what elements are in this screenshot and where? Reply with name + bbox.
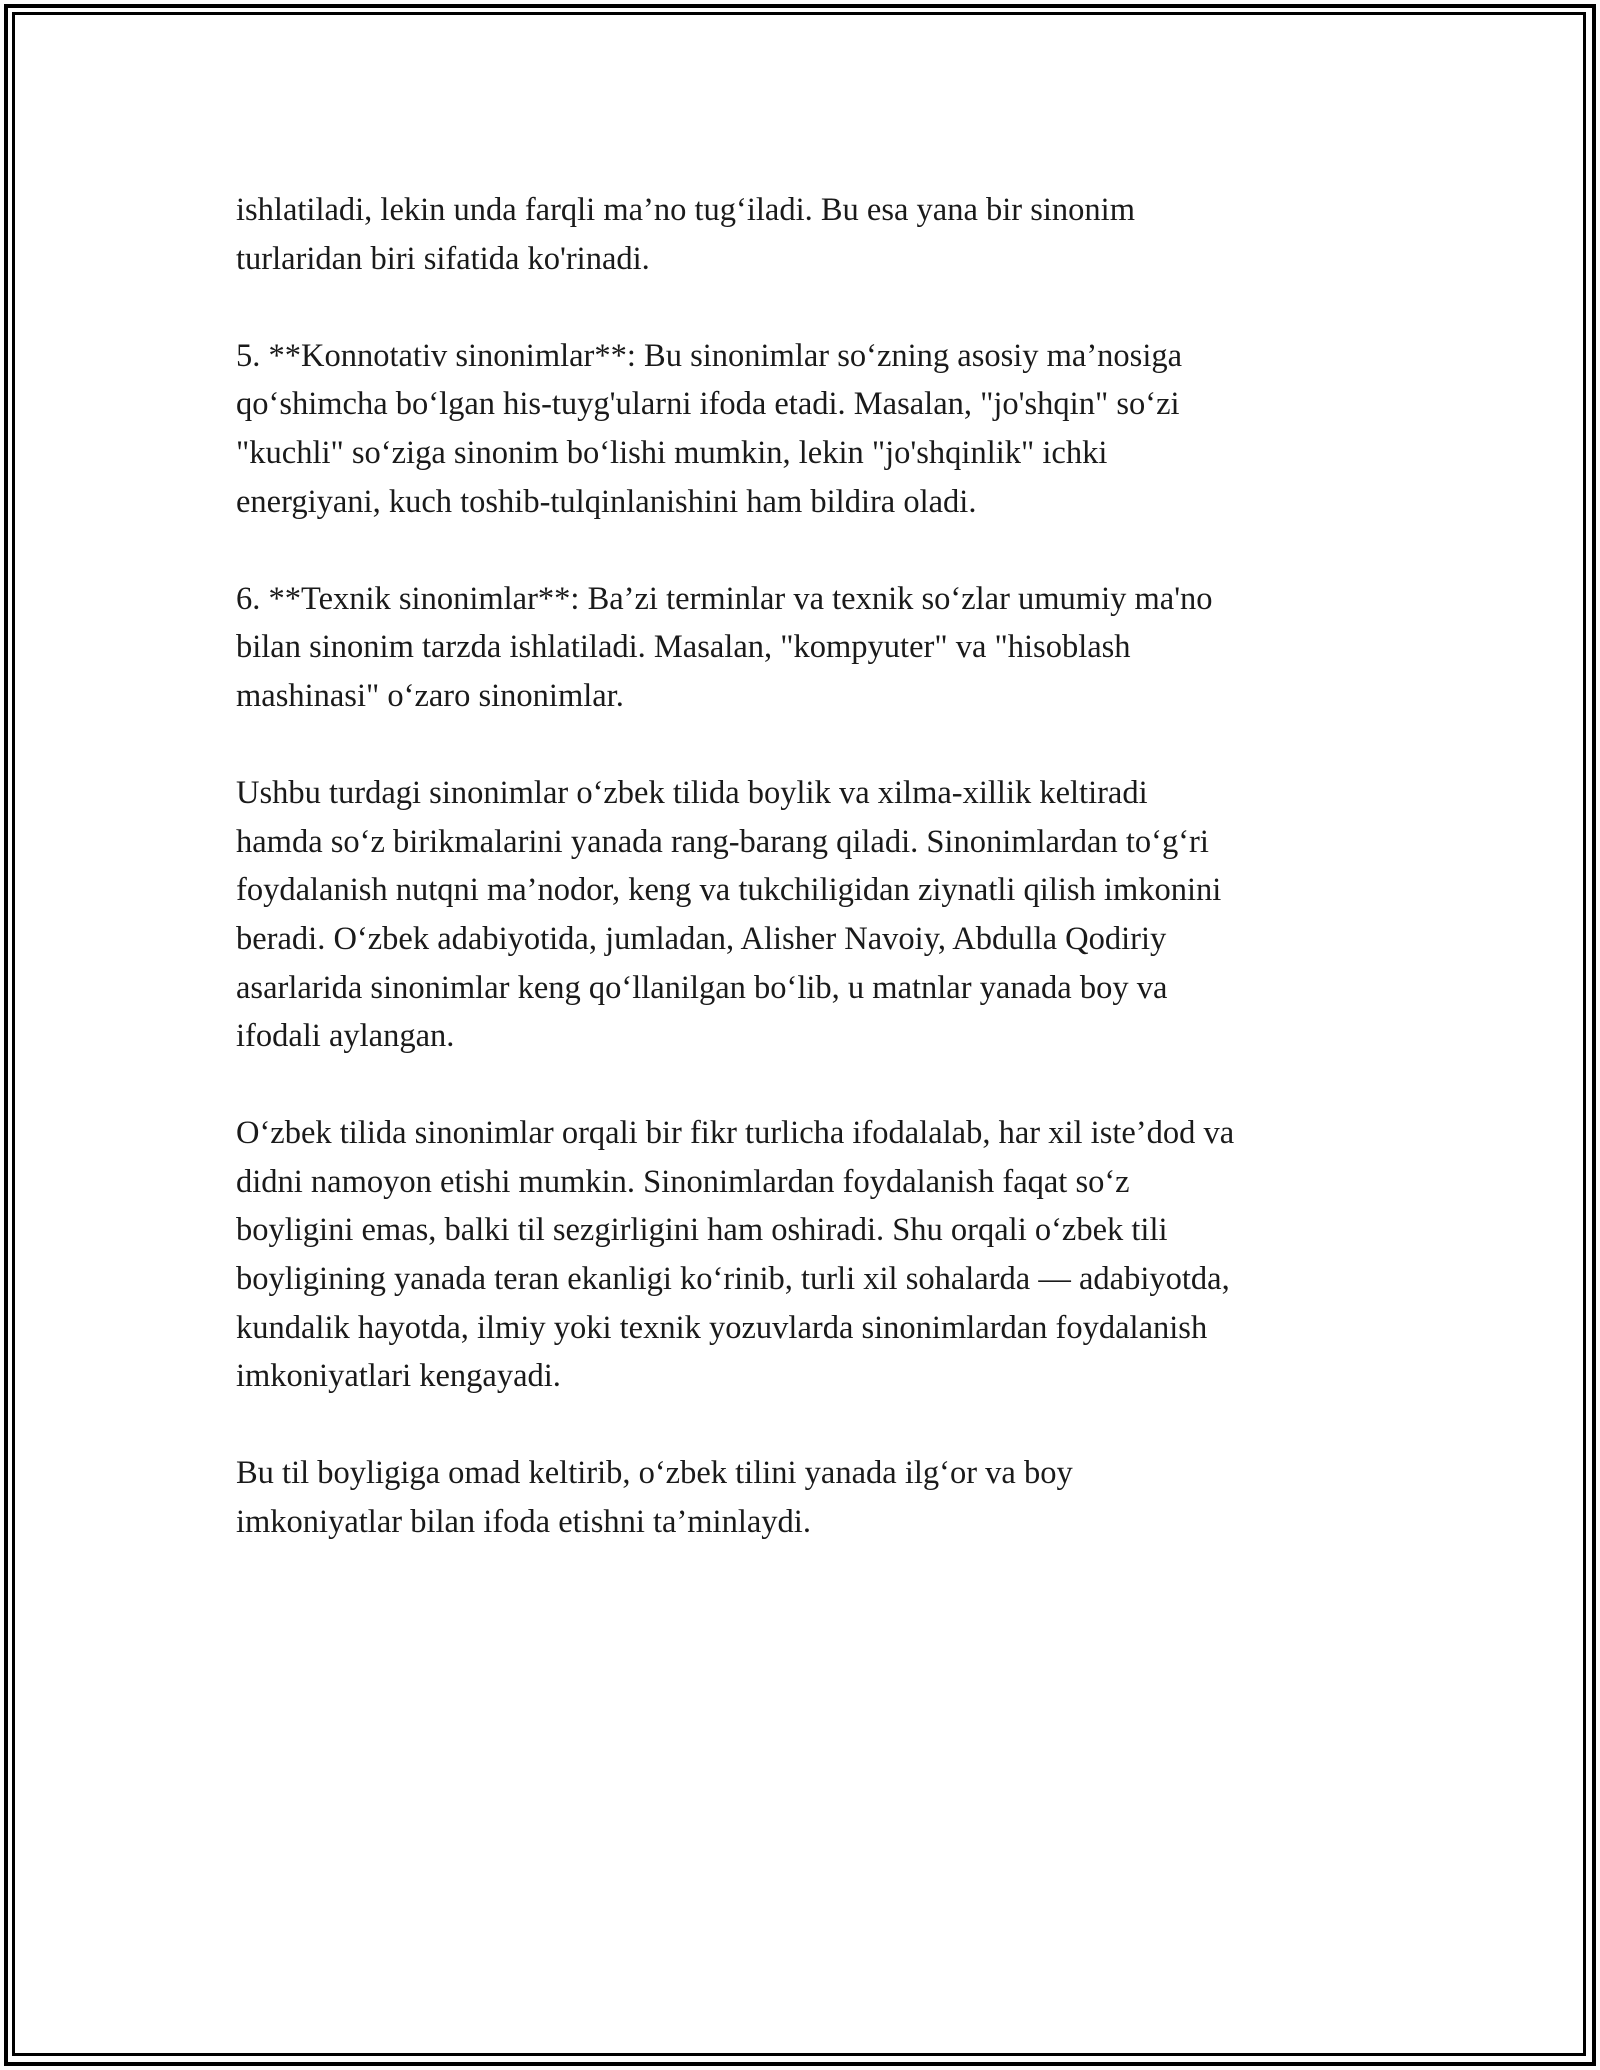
text-line: "kuchli" so‘ziga sinonim bo‘lishi mumkin, lekin "jo'shqinlik" ichki: [236, 434, 1108, 471]
text-line: boyligini emas, balki til sezgirligini ham oshiradi. Shu orqali o‘zbek tili: [236, 1212, 1168, 1249]
text-line: hamda so‘z birikmalarini yanada rang-barang qiladi. Sinonimlardan to‘g‘ri: [236, 823, 1209, 860]
document-body: [236, 186, 1386, 1595]
text-line: boyligining yanada teran ekanligi ko‘rinib, turli xil sohalarda — adabiyotda,: [236, 1261, 1230, 1298]
text-line: mashinasi" o‘zaro sinonimlar.: [236, 677, 624, 714]
text-line: imkoniyatlari kengayadi.: [236, 1358, 561, 1395]
text-line: ifodali aylangan.: [236, 1018, 455, 1055]
text-line: turlaridan biri sifatida ko'rinadi.: [236, 240, 650, 277]
text-line: qo‘shimcha bo‘lgan his-tuyg'ularni ifoda etadi. Masalan, "jo'shqin" so‘zi: [236, 386, 1180, 423]
text-line: asarlarida sinonimlar keng qo‘llanilgan bo‘lib, u matnlar yanada boy va: [236, 969, 1168, 1006]
text-line: bilan sinonim tarzda ishlatiladi. Masalan, "kompyuter" va "hisoblash: [236, 629, 1131, 666]
text-line: 6. **Texnik sinonimlar**: Ba’zi terminlar va texnik so‘zlar umumiy ma'no: [236, 580, 1213, 617]
text-line: imkoniyatlar bilan ifoda etishni ta’minlaydi.: [236, 1504, 811, 1541]
paragraph-intro-continuation: [236, 186, 1386, 283]
text-line: energiyani, kuch toshib-tulqinlanishini ham bildira oladi.: [236, 483, 977, 520]
text-line: Ushbu turdagi sinonimlar o‘zbek tilida boylik va xilma-xillik keltiradi: [236, 775, 1148, 812]
text-line: 5. **Konnotativ sinonimlar**: Bu sinonimlar so‘zning asosiy ma’nosiga: [236, 337, 1183, 374]
paragraph-texnik-sinonimlar: [236, 575, 1386, 721]
paragraph-boylik: [236, 769, 1386, 1061]
text-line: beradi. O‘zbek adabiyotida, jumladan, Alisher Navoiy, Abdulla Qodiriy: [236, 920, 1167, 957]
text-line: foydalanish nutqni ma’nodor, keng va tukchiligidan ziynatli qilish imkonini: [236, 872, 1222, 909]
paragraph-fikr-ifodasi: [236, 1109, 1386, 1401]
text-line: O‘zbek tilida sinonimlar orqali bir fikr turlicha ifodalalab, har xil iste’dod va: [236, 1115, 1235, 1152]
paragraph-konnotativ-sinonimlar: [236, 332, 1386, 526]
text-line: ishlatiladi, lekin unda farqli ma’no tug‘iladi. Bu esa yana bir sinonim: [236, 192, 1135, 228]
text-line: Bu til boyligiga omad keltirib, o‘zbek tilini yanada ilg‘or va boy: [236, 1455, 1073, 1492]
paragraph-conclusion: [236, 1449, 1386, 1546]
text-line: kundalik hayotda, ilmiy yoki texnik yozuvlarda sinonimlardan foydalanish: [236, 1309, 1208, 1346]
text-line: didni namoyon etishi mumkin. Sinonimlardan foydalanish faqat so‘z: [236, 1163, 1130, 1200]
